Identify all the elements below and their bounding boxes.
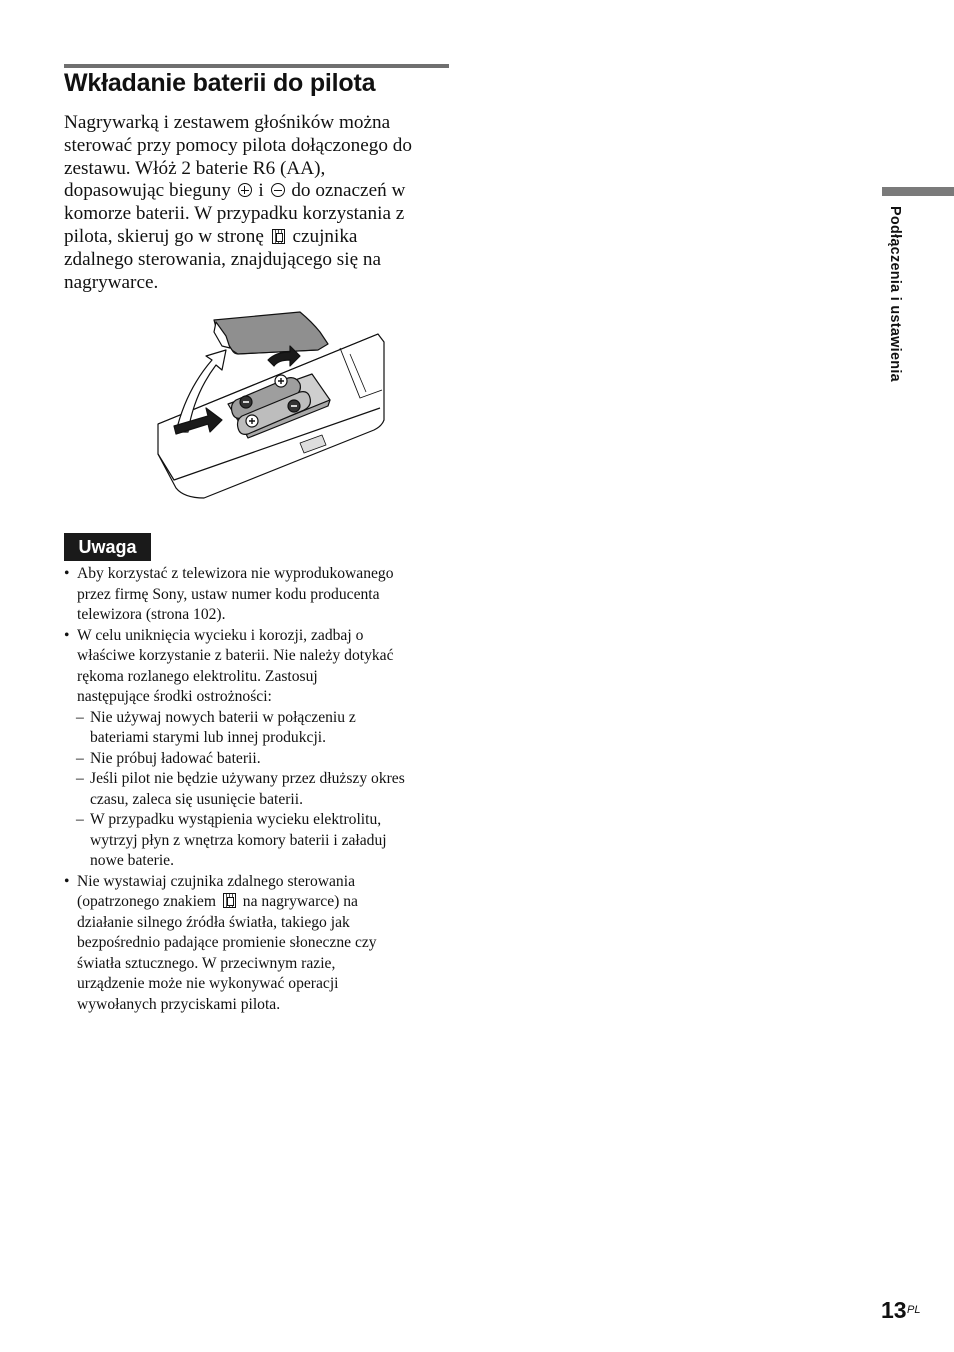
- battery-cover: [214, 312, 328, 354]
- remote-battery-illustration: [150, 308, 390, 504]
- list-item-text: urządzenie może nie wykonywać operacji: [77, 975, 339, 992]
- list-item-text: bezpośrednio padające promienie słoneczne czy: [77, 934, 377, 951]
- section-side-label: Podłączenia i ustawienia: [887, 206, 903, 382]
- remote-sensor-icon: [272, 229, 285, 244]
- list-item-text: następujące środki ostrożności:: [77, 688, 272, 705]
- intro-line: nagrywarce.: [64, 271, 159, 293]
- bullet-marker: •: [64, 626, 70, 644]
- intro-text: dopasowując bieguny: [64, 180, 231, 202]
- intro-line: zdalnego sterowania, znajdującego się na: [64, 248, 381, 270]
- list-item-text: (opatrzonego znakiem: [77, 893, 216, 910]
- intro-text: pilota, skieruj go w stronę: [64, 225, 264, 247]
- intro-line: komorze baterii. W przypadku korzystania z: [64, 203, 405, 225]
- sub-list-item-text: wytrzyj płyn z wnętrza komory baterii i załaduj: [90, 831, 387, 849]
- list-item-text: [64, 892, 464, 913]
- section-tab-marker: [882, 187, 954, 196]
- note-list: [64, 564, 464, 1015]
- list-item-text: Aby korzystać z telewizora nie wyprodukowanego: [77, 565, 394, 582]
- intro-text: czujnika: [292, 225, 358, 247]
- section-top-rule: [64, 64, 449, 68]
- page-title: Wkładanie baterii do pilota: [64, 69, 376, 97]
- list-item-text: przez firmę Sony, ustaw numer kodu producenta: [77, 585, 380, 603]
- list-item-text: telewizora (strona 102).: [77, 606, 226, 623]
- list-item-text: rękoma rozlanego elektrolitu. Zastosuj: [77, 667, 318, 685]
- page-number: 13: [881, 1297, 907, 1323]
- intro-line: sterować przy pomocy pilota dołączonego do: [64, 134, 412, 156]
- sub-list-item-text: W przypadku wystąpienia wycieku elektrolitu,: [90, 811, 382, 828]
- sub-list-item-text: bateriami starymi lub innej produkcji.: [90, 729, 327, 746]
- list-item-text: światła sztucznego. W przeciwnym razie,: [77, 954, 336, 972]
- list-item-text: W celu uniknięcia wycieku i korozji, zadbaj o: [77, 626, 364, 644]
- intro-line: [64, 180, 459, 203]
- intro-line: zestawu. Włóż 2 baterie R6 (AA),: [64, 157, 326, 179]
- plus-circle-icon: [238, 183, 252, 197]
- list-item-text: na nagrywarce) na: [242, 893, 358, 910]
- sub-list-item: [64, 708, 464, 729]
- sub-list-item-text: nowe baterie.: [90, 852, 174, 869]
- dash-marker: –: [76, 811, 84, 828]
- list-item: [64, 564, 464, 585]
- list-item-text: działanie silnego źródła światła, takiego jak: [77, 913, 350, 931]
- dash-marker: –: [76, 770, 84, 787]
- bullet-marker: •: [64, 565, 70, 582]
- remote-sensor-icon: [223, 893, 236, 908]
- list-item: [64, 626, 464, 647]
- dash-marker: –: [76, 708, 84, 726]
- sub-list-item: [64, 749, 464, 770]
- list-item-text: Nie wystawiaj czujnika zdalnego sterowania: [77, 872, 355, 890]
- list-item-text: właściwe korzystanie z baterii. Nie należy dotykać: [77, 647, 394, 664]
- sub-list-item: [64, 810, 464, 831]
- intro-paragraph: [64, 112, 459, 294]
- sub-list-item-text: Jeśli pilot nie będzie używany przez dłuższy okres: [90, 770, 405, 787]
- sub-list-item-text: czasu, zaleca się usunięcie baterii.: [90, 790, 303, 808]
- intro-line: [64, 226, 459, 249]
- sub-list-item-text: Nie używaj nowych baterii w połączeniu z: [90, 708, 356, 726]
- list-item-text: wywołanych przyciskami pilota.: [77, 995, 281, 1013]
- page-language-suffix: PL: [907, 1304, 921, 1316]
- intro-text: i: [258, 180, 264, 202]
- intro-text: do oznaczeń w: [291, 180, 406, 202]
- list-item: [64, 872, 464, 893]
- sub-list-item-text: Nie próbuj ładować baterii.: [90, 749, 261, 767]
- intro-line: Nagrywarką i zestawem głośników można: [64, 112, 391, 133]
- bullet-marker: •: [64, 872, 70, 890]
- minus-circle-icon: [271, 183, 285, 197]
- dash-marker: –: [76, 749, 84, 767]
- sub-list-item: [64, 769, 464, 790]
- note-heading-badge: Uwaga: [64, 533, 151, 561]
